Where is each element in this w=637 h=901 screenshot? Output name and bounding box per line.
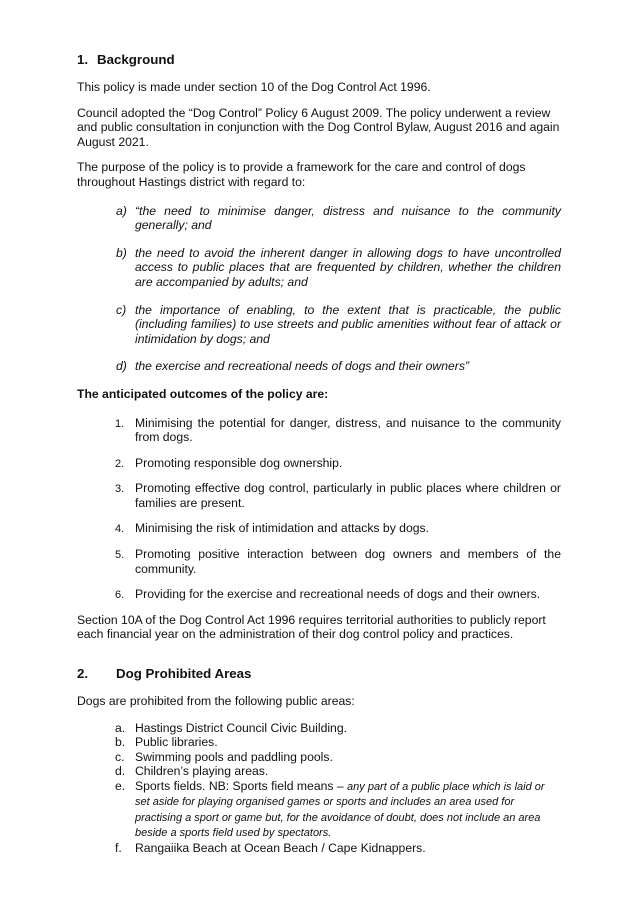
list-marker: a) xyxy=(116,203,127,218)
section-number: 2. xyxy=(77,666,89,682)
list-item-text: the need to avoid the inherent danger in allowing dogs to have uncontrolled access to public places that are frequented by children, whether the children are accompanied by adults; and xyxy=(135,245,561,289)
paragraph-purpose: The purpose of the policy is to provide a framework for the care and control of dogs throughout Hastings district with regard to: xyxy=(77,160,526,189)
list-item-text: the importance of enabling, to the extent that is practicable, the public (including families) to use streets and public amenities without fear of attack or intimidation by dogs; and xyxy=(135,302,561,346)
prohibited-area-item xyxy=(77,735,561,750)
outcomes-heading: The anticipated outcomes of the policy are: xyxy=(77,386,329,401)
prohibited-area-item xyxy=(77,841,561,856)
list-marker: d. xyxy=(115,764,126,779)
outcomes-list xyxy=(77,416,561,602)
list-item-text: Sports fields. NB: Sports field means – xyxy=(135,779,348,793)
list-marker: 5. xyxy=(115,549,125,562)
prohibited-area-item xyxy=(77,764,561,779)
purpose-item xyxy=(77,303,561,347)
purpose-item xyxy=(77,204,561,233)
document-page xyxy=(77,52,561,855)
list-item-text: Providing for the exercise and recreational needs of dogs and their owners. xyxy=(135,587,541,602)
sports-field-definition: any part of a public place which is laid or set aside for playing organised games or sports and includes an area used for practising a sport or game but, for the avoidance of doubt, does not include an area beside a sports field used by spectators. xyxy=(135,781,545,840)
list-marker: f. xyxy=(115,840,122,855)
prohibited-area-item xyxy=(77,721,561,736)
list-marker: d) xyxy=(116,359,127,374)
list-marker: b) xyxy=(116,245,127,260)
outcome-item xyxy=(77,416,561,445)
paragraph-prohibited-intro: Dogs are prohibited from the following public areas: xyxy=(77,694,355,709)
section-title: Background xyxy=(97,52,175,67)
prohibited-area-item xyxy=(77,779,561,841)
list-item-text: Minimising the potential for danger, distress, and nuisance to the community from dogs. xyxy=(135,415,561,445)
prohibited-area-item xyxy=(77,750,561,765)
paragraph-reporting-requirement: Section 10A of the Dog Control Act 1996 requires territorial authorities to publicly report each financial year on the administration of their dog control policy and practices. xyxy=(77,612,546,642)
outcome-item xyxy=(77,521,561,536)
section-heading-background xyxy=(77,52,561,68)
list-marker: 1. xyxy=(115,417,125,430)
list-item-text: “the need to minimise danger, distress and nuisance to the community generally; and xyxy=(135,203,561,233)
list-item-text: Swimming pools and paddling pools. xyxy=(135,749,333,764)
list-item-text: Promoting responsible dog ownership. xyxy=(135,455,343,470)
purpose-list xyxy=(77,204,561,374)
outcome-item xyxy=(77,456,561,471)
list-item-text: Children’s playing areas. xyxy=(135,764,269,779)
purpose-item xyxy=(77,246,561,290)
list-marker: e. xyxy=(115,779,126,793)
list-item-text: Minimising the risk of intimidation and attacks by dogs. xyxy=(135,521,429,536)
list-item-text: Hastings District Council Civic Building. xyxy=(135,720,347,735)
list-item-text: Rangaiika Beach at Ocean Beach / Cape Kidnappers. xyxy=(135,840,426,855)
list-marker: 3. xyxy=(115,483,125,496)
list-marker: 4. xyxy=(115,523,125,536)
list-item-text: Promoting effective dog control, particularly in public places where children or families are present. xyxy=(135,481,561,510)
list-item-text: Promoting positive interaction between dog owners and members of the community. xyxy=(135,547,561,576)
paragraph-adoption-history: Council adopted the “Dog Control” Policy 6 August 2009. The policy underwent a review and public consultation in conjunction with the Dog Control Bylaw, August 2016 and again August 2021. xyxy=(77,105,560,149)
outcome-item xyxy=(77,587,561,602)
list-marker: a. xyxy=(115,720,126,735)
paragraph-act-reference: This policy is made under section 10 of the Dog Control Act 1996. xyxy=(77,80,431,94)
prohibited-areas-list xyxy=(77,721,561,856)
section-title: Dog Prohibited Areas xyxy=(116,666,252,682)
section-number: 1. xyxy=(77,52,89,67)
purpose-item xyxy=(77,359,561,374)
list-marker: c. xyxy=(115,749,125,764)
list-item-text: the exercise and recreational needs of dogs and their owners” xyxy=(135,359,470,374)
section-heading-prohibited-areas xyxy=(77,666,561,682)
list-item-text: Public libraries. xyxy=(135,735,218,750)
outcome-item xyxy=(77,547,561,576)
list-marker: b. xyxy=(115,735,126,750)
list-marker: c) xyxy=(116,302,127,317)
outcome-item xyxy=(77,481,561,510)
list-marker: 2. xyxy=(115,457,125,470)
list-marker: 6. xyxy=(115,589,125,602)
